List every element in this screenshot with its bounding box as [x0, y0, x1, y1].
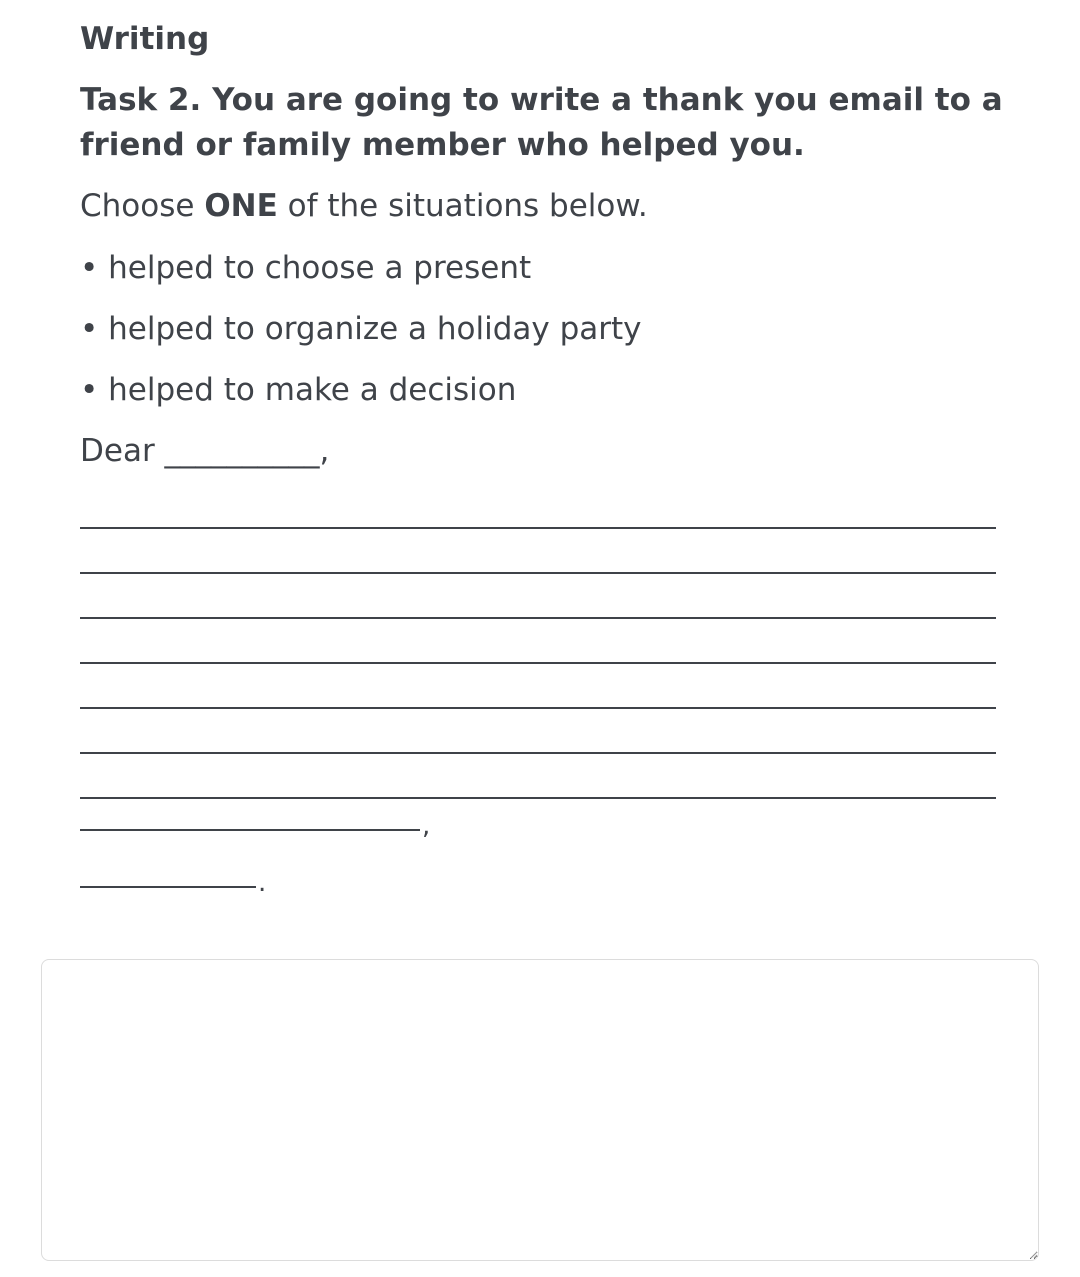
situation-label: helped to make a decision — [108, 372, 517, 408]
task-number: Task 2. — [80, 82, 202, 118]
section-heading: Writing — [80, 21, 210, 57]
writing-line — [80, 617, 996, 619]
signature-line — [80, 870, 266, 896]
task-text: You are going to write a thank you email to a friend or family member who helped you. — [80, 82, 1003, 163]
task-prompt — [80, 78, 1040, 168]
bullet-icon: • — [80, 372, 99, 408]
writing-line — [80, 662, 996, 664]
writing-line — [80, 797, 996, 799]
bullet-icon: • — [80, 250, 99, 286]
closing-comma: , — [422, 811, 431, 841]
situation-item — [80, 247, 531, 289]
situation-label: helped to choose a present — [108, 250, 532, 286]
signature-period: . — [258, 868, 267, 898]
bullet-icon: • — [80, 311, 99, 347]
instruction-emphasis: ONE — [204, 188, 278, 224]
closing-line — [80, 813, 430, 839]
greeting-word: Dear — [80, 433, 155, 469]
situation-item — [80, 369, 516, 411]
closing-blank — [80, 829, 420, 831]
answer-textarea[interactable] — [41, 959, 1039, 1261]
greeting-line — [80, 430, 329, 472]
writing-line — [80, 752, 996, 754]
instruction-before: Choose — [80, 188, 205, 224]
writing-line — [80, 572, 996, 574]
signature-blank — [80, 886, 256, 888]
situation-item — [80, 308, 642, 350]
instruction-after: of the situations below. — [277, 188, 648, 224]
situation-label: helped to organize a holiday party — [108, 311, 642, 347]
resize-grip-icon[interactable] — [1030, 1251, 1038, 1259]
instruction-text — [80, 185, 648, 227]
greeting-blank: __________, — [164, 433, 330, 469]
writing-line — [80, 707, 996, 709]
writing-line — [80, 527, 996, 529]
